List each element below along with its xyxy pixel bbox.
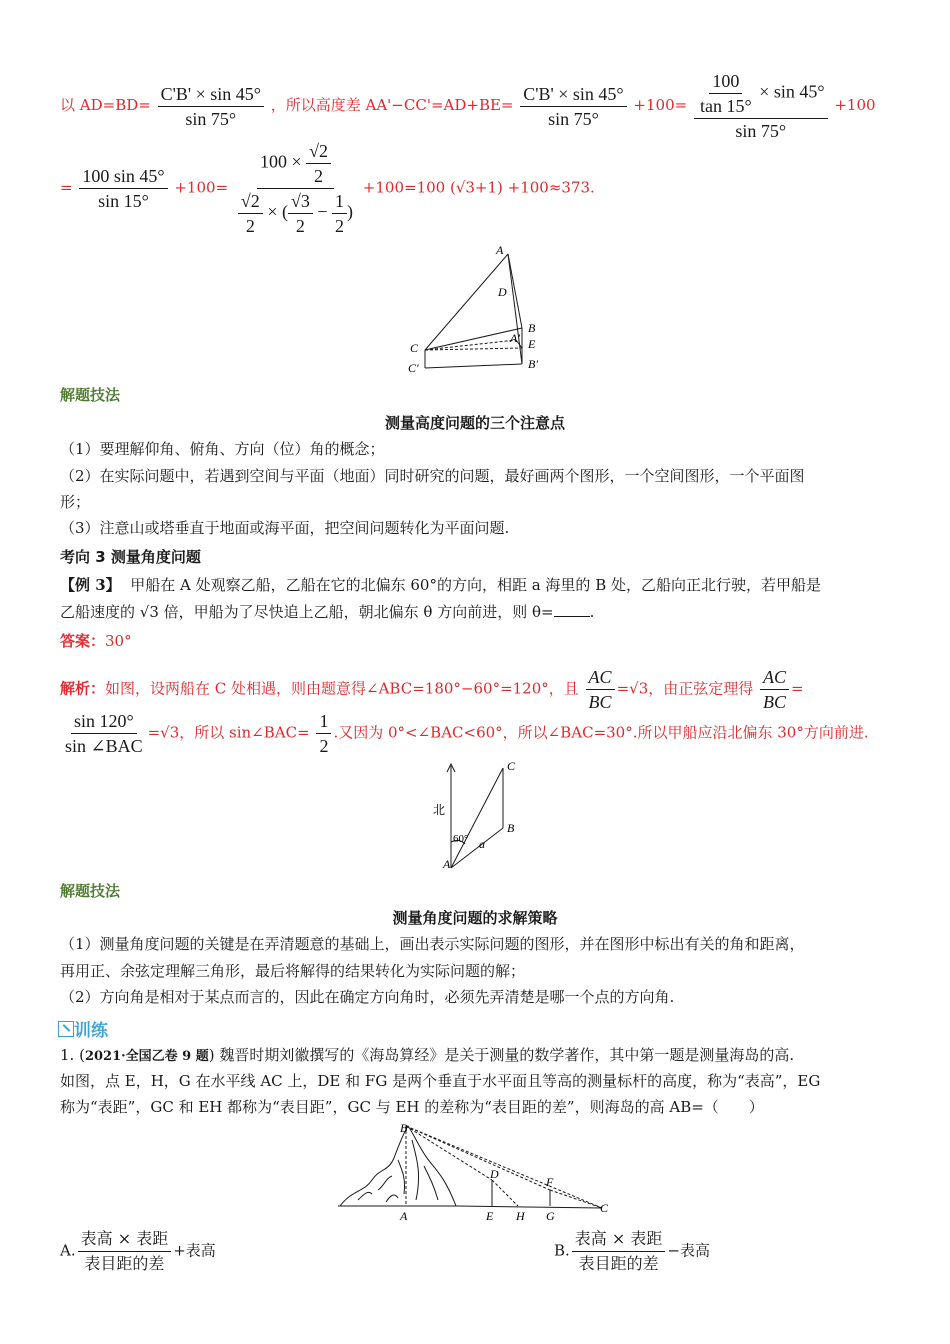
solution-text: = (60, 178, 73, 197)
solution-text: +100=100 (√3+1) +100≈373. (362, 178, 595, 197)
label-B-prime: B' (528, 357, 538, 371)
example-problem-line-1: 【例 3】 甲船在 A 处观察乙船，乙船在它的北偏东 60°的方向，相距 a 海里的 B 处，乙船向正北行驶，若甲船是 (60, 576, 821, 594)
technique-item: 再用正、余弦定理解三角形，最后将解得的结果转化为实际问题的解； (60, 962, 526, 980)
label-C-prime: C' (408, 361, 419, 375)
solution-text: +100= (174, 178, 229, 197)
technique-item: （2）方向角是相对于某点而言的，因此在确定方向角时，必须先弄清楚是哪一个点的方向角. (60, 988, 675, 1006)
section-heading-technique: 解题技法 (60, 882, 121, 900)
topic-heading: 考向 3 测量角度问题 (60, 548, 201, 566)
solution-text: ，所以高度差 AA'−CC'=AD+BE= (270, 96, 514, 114)
fraction: $\frac{\sin 120^\circ}{\text{sin ∠BAC}}$ (65, 711, 143, 756)
example-problem-line-2: 乙船速度的 √3 倍，甲船为了尽快追上乙船，朝北偏东 θ 方向前进，则 θ= . (60, 603, 595, 621)
label-C: C (507, 759, 516, 773)
training-heading: 训练 (58, 1016, 108, 1041)
fraction: $\frac{AC}{BC}$ (586, 666, 615, 713)
fraction: $\frac{C'B' \times \sin 45^\circ}{\sin 75^\circ}$ (158, 83, 264, 130)
label-A-prime: A' (510, 331, 520, 345)
solution-line-2 (60, 140, 595, 237)
label-D: D (490, 1167, 499, 1181)
label-B: B (528, 321, 536, 335)
answer-line: 答案：30° (60, 632, 132, 650)
answer-blank[interactable] (554, 616, 590, 617)
label-B: B (400, 1121, 408, 1135)
label-E: E (486, 1209, 494, 1223)
fraction: $\frac{100}{\tan 15^\circ}$ × sin 45° sin 75° (694, 70, 828, 142)
solution-text: 以 AD=BD= (60, 96, 151, 114)
fraction: 100 × $\frac{√2}{2}$ $\frac{√2}{2}$ × ( $\frac{√3}{2}$ − $\frac{1}{2}$ ) (235, 140, 356, 237)
label-H: H (516, 1209, 525, 1223)
fraction: $\frac{100 \sin 45^\circ}{\sin 15^\circ}$ (79, 165, 167, 212)
label-A: A (496, 243, 504, 257)
solution-text: +100= (633, 96, 688, 114)
technique-item: （2）在实际问题中，若遇到空间与平面（地面）同时研究的问题，最好画两个图形，一个空间图形，一个平面图 (60, 467, 805, 485)
label-G: G (546, 1209, 555, 1223)
label-E: E (528, 337, 536, 351)
analysis-line-1: 解析：如图，设两船在 C 处相遇，则由题意得∠ABC=180°−60°=120°，且 $\frac{AC}{BC}$ =√3，由正弦定理得 $\frac{AC}{BC}$ = (60, 667, 804, 712)
label-B: B (507, 821, 515, 835)
technique-item: （1）要理解仰角、俯角、方向（位）角的概念； (60, 440, 385, 458)
label-A: A (400, 1209, 408, 1223)
analysis-line-2: $\frac{\sin 120^\circ}{\text{sin ∠BAC}}$ =√3，所以 sin∠BAC= $\frac{1}{2}$ .又因为 0°<∠BAC<60°，所以∠BAC=30°.所以甲船应沿北偏东 30°方向前进. (60, 710, 869, 757)
height-diagram-figure (400, 240, 560, 380)
technique-item: （1）测量角度问题的关键是在弄清题意的基础上，画出表示实际问题的图形，并在图形中标出有关的角和距离， (60, 935, 805, 953)
label-C: C (410, 341, 419, 355)
label-F: F (546, 1175, 554, 1189)
label-north: 北 (433, 803, 446, 817)
solution-line-1 (60, 70, 876, 142)
problem-1-line-1: 1. (2021·全国乙卷 9 题) 魏晋时期刘徽撰写的《海岛算经》是关于测量的数学著作，其中第一题是测量海岛的高. (60, 1046, 795, 1064)
problem-1-line-3: 称为“表距”，GC 和 EH 都称为“表目距”，GC 与 EH 的差称为“表目距的差”，则海岛的高 AB=（ ） (60, 1098, 764, 1116)
label-A: A (443, 857, 451, 871)
label-a: a (479, 837, 485, 851)
pencil-icon (58, 1021, 74, 1037)
fraction: $\frac{1}{2}$ (316, 710, 331, 757)
label-C: C (600, 1201, 609, 1215)
direction-diagram-figure (425, 756, 525, 876)
label-60deg: 60° (453, 833, 469, 845)
solution-text: +100 (834, 96, 876, 114)
option-A[interactable]: A. $\frac{\text{表高 × 表距}}{\text{表目距的差}}$ +表高 (60, 1229, 216, 1273)
fraction: $\frac{C'B' \times \sin 45^\circ}{\sin 75^\circ}$ (520, 83, 626, 130)
technique-title: 测量角度问题的求解策略 (392, 909, 558, 927)
problem-1-line-2: 如图，点 E，H，G 在水平线 AC 上，DE 和 FG 是两个垂直于水平面且等高的测量标杆的高度，称为“表高”，EG (60, 1072, 821, 1090)
fraction: $\frac{AC}{BC}$ (760, 666, 789, 713)
technique-item: （3）注意山或塔垂直于地面或海平面，把空间问题转化为平面问题. (60, 519, 510, 537)
section-heading-technique: 解题技法 (60, 386, 121, 404)
technique-item: 形； (60, 493, 91, 511)
island-diagram-figure (338, 1120, 618, 1225)
technique-title: 测量高度问题的三个注意点 (384, 414, 565, 432)
option-B[interactable]: B. $\frac{\text{表高 × 表距}}{\text{表目距的差}}$ −表高 (554, 1229, 710, 1273)
label-D: D (498, 285, 507, 299)
